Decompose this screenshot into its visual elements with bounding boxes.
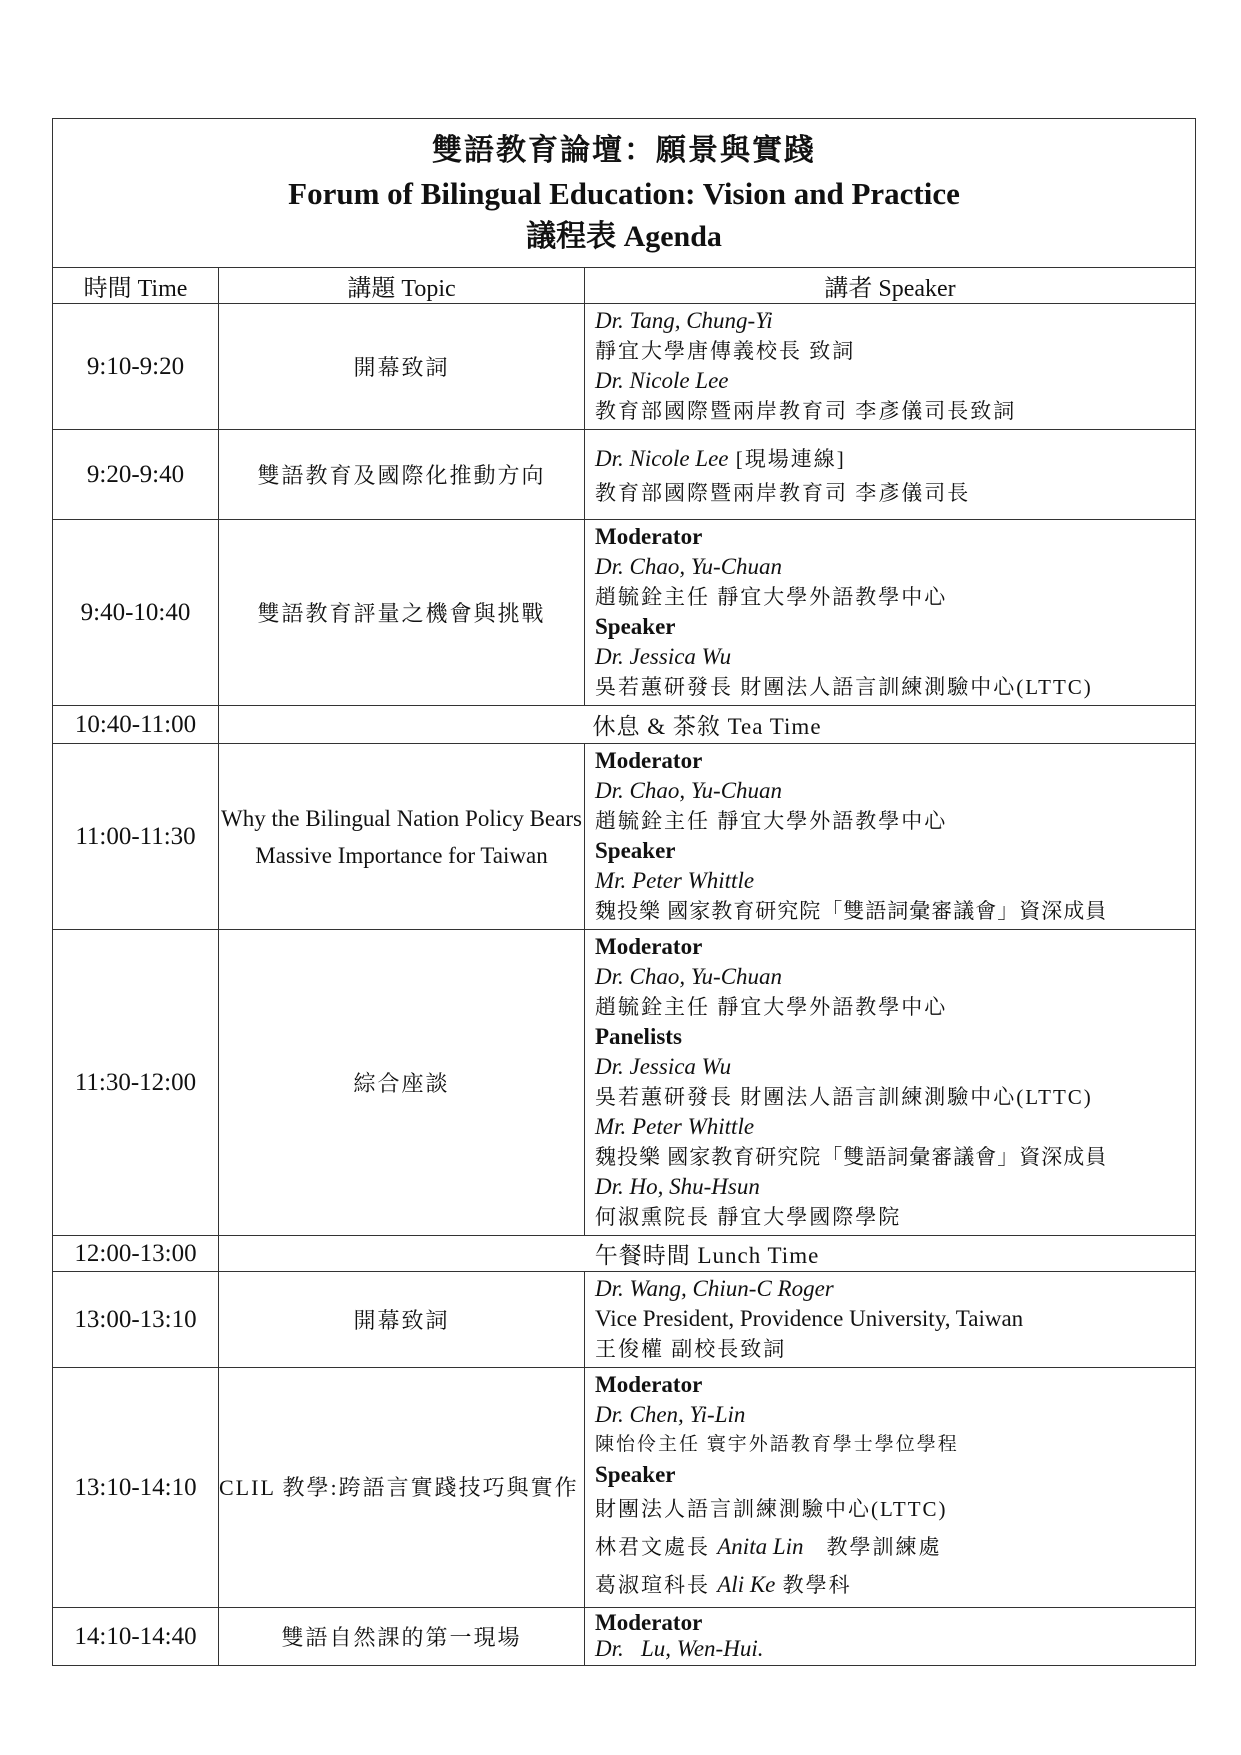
title-chinese: 雙語教育論壇：願景與實踐 (432, 133, 816, 167)
speaker-name: Dr. Nicole Lee (595, 368, 729, 393)
session-time: 13:00-13:10 (53, 1272, 219, 1368)
session-row (53, 930, 1196, 1236)
speaker-title: 靜宜大學唐傳義校長 致詞 (595, 339, 856, 363)
session-time: 11:00-11:30 (53, 744, 219, 930)
speaker-name: Ali Ke (717, 1572, 776, 1597)
speaker-title: 葛淑瑄科長 (595, 1573, 718, 1597)
speaker-title: 魏投樂 國家教育研究院「雙語詞彙審議會」資深成員 (595, 899, 1108, 923)
speaker-title: 趙毓銓主任 靜宜大學外語教學中心 (595, 809, 948, 833)
session-row (53, 430, 1196, 520)
session-speakers (585, 304, 1196, 430)
session-time: 11:30-12:00 (53, 930, 219, 1236)
session-time: 9:10-9:20 (53, 304, 219, 430)
session-time: 9:20-9:40 (53, 430, 219, 520)
speaker-title: 教育部國際暨兩岸教育司 李彥儀司長致詞 (595, 399, 1017, 423)
session-time: 13:10-14:10 (53, 1368, 219, 1608)
role-label: Panelists (595, 1024, 682, 1049)
break-row (53, 1236, 1196, 1272)
session-row (53, 1272, 1196, 1368)
role-label: Speaker (595, 838, 676, 863)
speaker-name: Dr. Jessica Wu (595, 1054, 732, 1079)
role-label: Moderator (595, 1610, 703, 1635)
speaker-name: Dr. Chen, Yi-Lin (595, 1402, 746, 1427)
break-row (53, 706, 1196, 744)
session-topic: 雙語教育評量之機會與挑戰 (219, 520, 585, 706)
session-speakers (585, 930, 1196, 1236)
speaker-name: Dr. Chao, Yu-Chuan (595, 778, 783, 803)
break-time: 12:00-13:00 (53, 1236, 219, 1272)
speaker-title: Vice President, Providence University, Taiwan (595, 1306, 1024, 1331)
session-speakers (585, 430, 1196, 520)
speaker-title: 何淑熏院長 靜宜大學國際學院 (595, 1205, 902, 1229)
header-topic: 講題 Topic (219, 268, 585, 304)
speaker-name: Dr. Chao, Yu-Chuan (595, 964, 783, 989)
agenda-table (52, 118, 1196, 1666)
session-topic: CLIL 教學:跨語言實踐技巧與實作 (219, 1368, 585, 1608)
session-speakers (585, 1272, 1196, 1368)
session-topic: 開幕致詞 (219, 1272, 585, 1368)
speaker-title: 教育部國際暨兩岸教育司 李彥儀司長 (595, 481, 971, 505)
session-speakers (585, 1608, 1196, 1666)
header-time: 時間 Time (53, 268, 219, 304)
speaker-org: 財團法人語言訓練測驗中心(LTTC) (595, 1497, 948, 1521)
speaker-name: Dr. Wang, Chiun-C Roger (595, 1276, 834, 1301)
speaker-unit: 教學科 (775, 1573, 852, 1597)
title-agenda: 議程表 Agenda (526, 219, 722, 253)
session-speakers (585, 744, 1196, 930)
break-label: 午餐時間 Lunch Time (219, 1236, 1196, 1272)
header-speaker: 講者 Speaker (585, 268, 1196, 304)
speaker-title: 趙毓銓主任 靜宜大學外語教學中心 (595, 585, 948, 609)
break-time: 10:40-11:00 (53, 706, 219, 744)
session-topic: 雙語教育及國際化推動方向 (219, 430, 585, 520)
speaker-name: Dr. Tang, Chung-Yi (595, 308, 773, 333)
speaker-unit: 教學訓練處 (803, 1535, 942, 1559)
speaker-name: Dr. Lu, Wen-Hui. (595, 1636, 764, 1661)
session-row (53, 744, 1196, 930)
speaker-title: 林君文處長 (595, 1535, 718, 1559)
role-label: Moderator (595, 934, 703, 959)
session-topic: 雙語自然課的第一現場 (219, 1608, 585, 1666)
live-note: [現場連線] (728, 447, 846, 471)
session-time: 14:10-14:40 (53, 1608, 219, 1666)
session-row (53, 1608, 1196, 1666)
speaker-name: Mr. Peter Whittle (595, 868, 755, 893)
speaker-name: Dr. Ho, Shu-Hsun (595, 1174, 760, 1199)
session-row (53, 304, 1196, 430)
speaker-line (595, 1566, 1185, 1604)
speaker-title: 魏投樂 國家教育研究院「雙語詞彙審議會」資深成員 (595, 1145, 1108, 1169)
break-label: 休息 & 茶敘 Tea Time (219, 706, 1196, 744)
speaker-title: 趙毓銓主任 靜宜大學外語教學中心 (595, 995, 948, 1019)
role-label: Moderator (595, 524, 703, 549)
title-english: Forum of Bilingual Education: Vision and Practice (288, 175, 960, 211)
speaker-line (595, 440, 1185, 478)
speaker-title: 吳若蕙研發長 財團法人語言訓練測驗中心(LTTC) (595, 1085, 1093, 1109)
speaker-name: Dr. Chao, Yu-Chuan (595, 554, 783, 579)
role-label: Moderator (595, 1372, 703, 1397)
session-speakers (585, 520, 1196, 706)
session-speakers (585, 1368, 1196, 1608)
title-block (53, 119, 1196, 268)
speaker-name: Anita Lin (717, 1534, 804, 1559)
speaker-name: Dr. Jessica Wu (595, 644, 732, 669)
speaker-title: 陳怡伶主任 寰宇外語教育學士學位學程 (595, 1434, 959, 1455)
session-row (53, 520, 1196, 706)
role-label: Speaker (595, 1462, 676, 1487)
session-topic: 綜合座談 (219, 930, 585, 1236)
speaker-title: 王俊權 副校長致詞 (595, 1337, 787, 1361)
speaker-name: Dr. Nicole Lee (595, 446, 729, 471)
header-row (53, 268, 1196, 304)
speaker-title: 吳若蕙研發長 財團法人語言訓練測驗中心(LTTC) (595, 675, 1093, 699)
session-topic: Why the Bilingual Nation Policy Bears Massive Importance for Taiwan (219, 744, 585, 930)
role-label: Moderator (595, 748, 703, 773)
session-topic: 開幕致詞 (219, 304, 585, 430)
session-row (53, 1368, 1196, 1608)
session-time: 9:40-10:40 (53, 520, 219, 706)
speaker-line (595, 1528, 1185, 1566)
role-label: Speaker (595, 614, 676, 639)
speaker-name: Mr. Peter Whittle (595, 1114, 755, 1139)
